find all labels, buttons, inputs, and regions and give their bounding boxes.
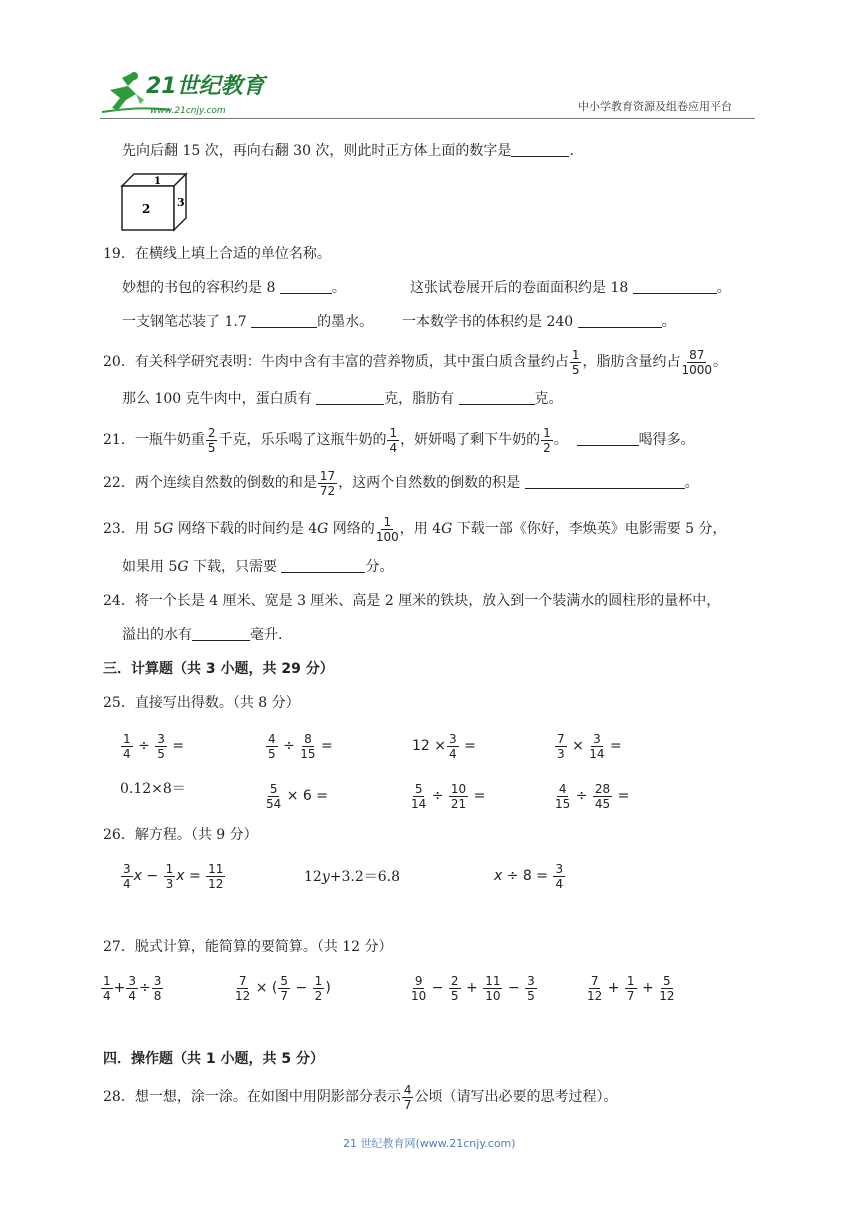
q25-expr4: $\frac{7}{3}$ × $\frac{3}{14}$ =	[557, 731, 622, 761]
q27-calc2: $\frac{7}{12}$ × ( $\frac{5}{7}$ − $\frac{1}{2}$ )	[235, 973, 331, 1003]
logo-title: 21世纪教育	[146, 74, 265, 99]
fraction: $\frac{1}{100}$	[375, 514, 399, 544]
section-4-heading: 四．操作题（共 1 小题，共 5 分）	[103, 1051, 324, 1067]
q27-stem: 27．脱式计算，能简算的要简算。（共 12 分）	[103, 939, 393, 955]
section-3-heading: 三．计算题（共 3 小题，共 29 分）	[103, 661, 334, 677]
fraction: $\frac{1}{4}$	[389, 425, 398, 455]
q20-blank1[interactable]	[316, 390, 384, 405]
q25-expr3: 12 × $\frac{3}{4}$ =	[412, 731, 476, 761]
q19-stem: 19．在横线上填上合适的单位名称。	[103, 246, 331, 262]
q18-blank[interactable]	[511, 142, 569, 157]
cube-top-number: 1	[154, 176, 161, 187]
q25-expr8: $\frac{4}{15}$ ÷ $\frac{28}{45}$ =	[555, 781, 630, 811]
cube-figure	[120, 170, 190, 232]
logo-url: www.21cnjy.com	[150, 106, 226, 116]
fraction: $\frac{17}{72}$	[319, 468, 336, 498]
q27-calc1: $\frac{1}{4}$ + $\frac{3}{4}$ ÷ $\frac{3}{8}$	[103, 973, 162, 1003]
q21: 21．一瓶牛奶重 $\frac{2}{5}$ 千克，乐乐喝了这瓶牛奶的 $\frac{1}{4}$ ，妍妍喝了剩下牛奶的 $\frac{1}{2}$ 。 喝得多。	[103, 425, 695, 455]
q19-blank1[interactable]	[280, 279, 332, 294]
footer-source: 21 世纪教育网(www.21cnjy.com)	[343, 1137, 516, 1150]
fraction: $\frac{2}{5}$	[207, 425, 216, 455]
fraction: $\frac{87}{1000}$	[681, 347, 712, 377]
q21-blank[interactable]	[577, 431, 639, 446]
q24-blank[interactable]	[192, 626, 250, 641]
q23-blank[interactable]	[281, 558, 365, 573]
q25-stem: 25．直接写出得数。（共 8 分）	[103, 695, 300, 711]
q28: 28．想一想，涂一涂。在如图中用阴影部分表示 $\frac{4}{7}$ 公顷（请写出必要的思考过程）。	[103, 1082, 618, 1112]
q25-expr7: $\frac{5}{14}$ ÷ $\frac{10}{21}$ =	[411, 781, 486, 811]
cube-front-number: 2	[142, 202, 151, 216]
q20-line2: 那么 100 克牛肉中，蛋白质有 克，脂肪有 克。	[122, 391, 563, 407]
fraction: $\frac{4}{7}$	[403, 1082, 412, 1112]
q19-blank4[interactable]	[578, 313, 662, 328]
q27-calc4: $\frac{7}{12}$ + $\frac{1}{7}$ + $\frac{5}{12}$	[587, 973, 675, 1003]
q25-expr2: $\frac{4}{5}$ ÷ $\frac{8}{15}$ =	[268, 731, 333, 761]
q19-blank3[interactable]	[251, 313, 317, 328]
q19-item1: 妙想的书包的容积约是 8 。	[122, 280, 346, 296]
platform-name: 中小学教育资源及组卷应用平台	[578, 100, 732, 113]
fraction: $\frac{1}{2}$	[543, 425, 551, 455]
q22-blank[interactable]	[525, 474, 685, 489]
q22: 22．两个连续自然数的倒数的和是 $\frac{17}{72}$ ，这两个自然数的倒数的积是 。	[103, 468, 699, 498]
q26-eq1: $\frac{3}{4}$ x − $\frac{1}{3}$ x = $\frac{11}{12}$	[123, 861, 224, 891]
q19-item4: 一本数学书的体积约是 240 。	[402, 314, 676, 330]
q24-line2: 溢出的水有 毫升.	[122, 627, 283, 643]
q26-stem: 26．解方程。（共 9 分）	[103, 827, 258, 843]
fraction: $\frac{1}{5}$	[571, 347, 580, 377]
cube-side-number: 3	[177, 196, 185, 209]
q23-line2: 如果用 5G 下载，只需要 分。	[122, 559, 394, 575]
q18-text: 先向后翻 15 次，再向右翻 30 次，则此时正方体上面的数字是 .	[122, 143, 574, 159]
q24-line1: 24．将一个长是 4 厘米、宽是 3 厘米、高是 2 厘米的铁块，放入到一个装满水的圆柱形的量杯中，	[103, 593, 721, 609]
q26-eq2: 12y+3.2＝6.8	[304, 869, 401, 885]
q26-eq3: x ÷ 8 = $\frac{3}{4}$	[494, 861, 564, 891]
q25-expr6: $\frac{5}{54}$ × 6 =	[266, 781, 329, 811]
q20-blank2[interactable]	[459, 390, 535, 405]
q25-expr5: 0.12×8＝	[120, 781, 186, 797]
q19-item2: 这张试卷展开后的卷面面积约是 18 。	[410, 280, 731, 296]
q25-expr1: $\frac{1}{4}$ ÷ $\frac{3}{5}$ =	[123, 731, 185, 761]
q19-item3: 一支钢笔芯装了 1.7 的墨水。	[122, 314, 374, 330]
header-divider	[100, 118, 755, 119]
q27-calc3: $\frac{9}{10}$ − $\frac{2}{5}$ + $\frac{11}{10}$ − $\frac{3}{5}$	[411, 973, 535, 1003]
q19-blank2[interactable]	[633, 279, 717, 294]
q23-line1: 23．用 5G 网络下载的时间约是 4G 网络的 $\frac{1}{100}$ ，用 4G 下载一部《你好，李焕英》电影需要 5 分，	[103, 514, 727, 544]
q20-line1: 20．有关科学研究表明：牛肉中含有丰富的营养物质，其中蛋白质含量约占 $\frac{1}{5}$ ，脂肪含量约占 $\frac{87}{1000}$ 。	[103, 347, 727, 377]
